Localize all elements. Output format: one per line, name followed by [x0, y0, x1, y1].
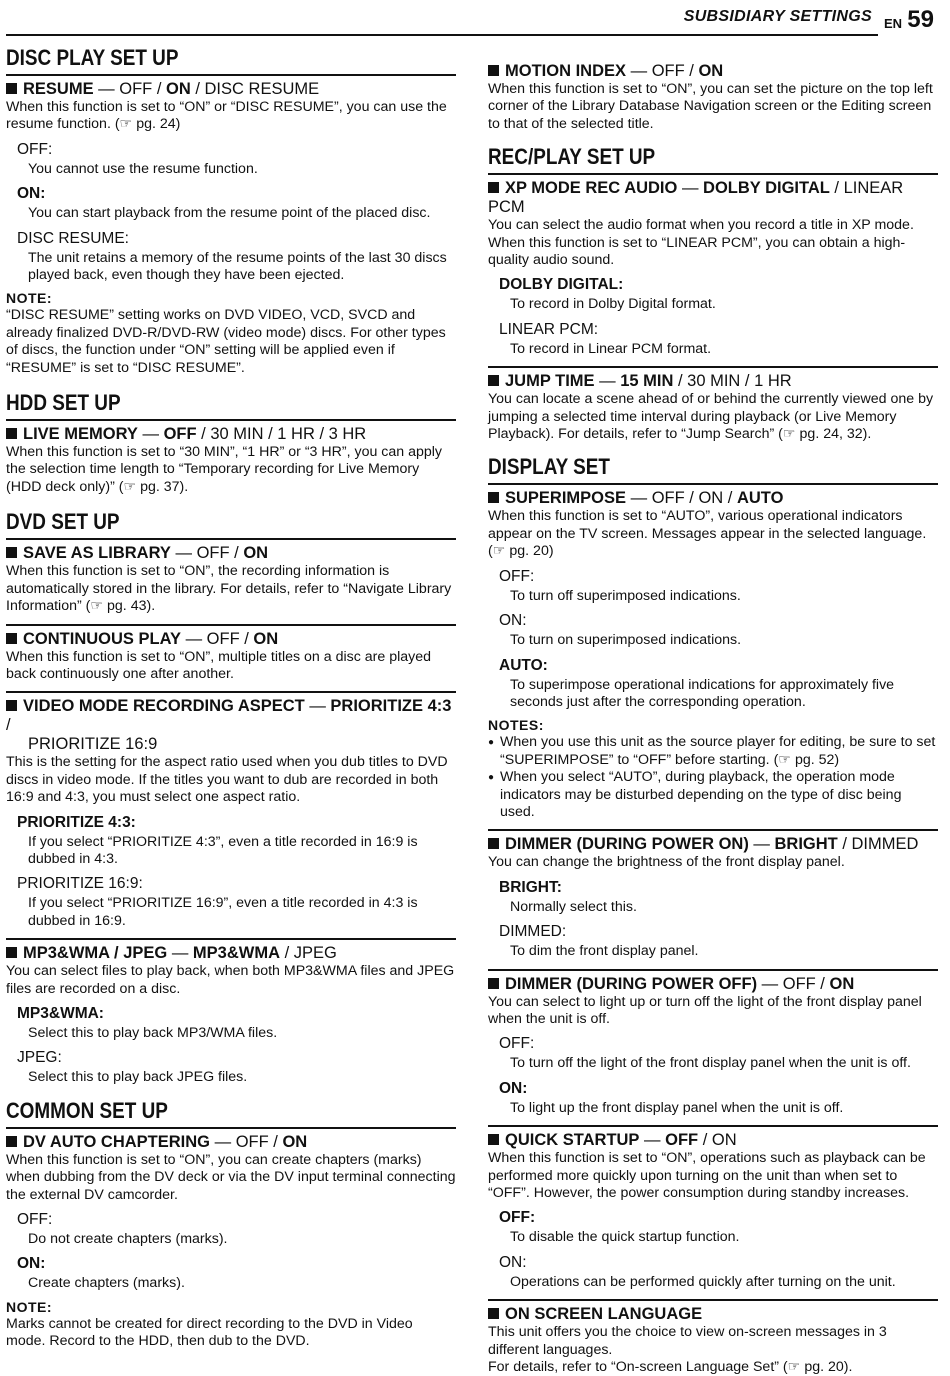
note-item: ● When you use this unit as the source player for editing, be sure to set “SUPERIMPOSE” to “OFF” before starting. (☞ pg. 52)	[488, 734, 938, 769]
option-text: To dim the front display panel.	[510, 943, 699, 960]
section-title-rec-play: REC/PLAY SET UP	[488, 144, 656, 170]
option-text: To turn off superimposed indications.	[510, 587, 741, 604]
option-label: OFF:	[499, 1035, 535, 1053]
bullet-square-icon	[6, 83, 17, 94]
section-title-common: COMMON SET UP	[6, 1097, 168, 1123]
item-heading-video-mode-aspect: VIDEO MODE RECORDING ASPECT — PRIORITIZE 4:3 / PRIORITIZE 16:9	[6, 697, 452, 754]
section-rule	[6, 1127, 456, 1129]
item-heading-resume: RESUME — OFF / ON / DISC RESUME	[6, 80, 456, 99]
section-title-hdd: HDD SET UP	[6, 390, 121, 416]
bullet-square-icon	[488, 182, 499, 193]
option-text: If you select “PRIORITIZE 16:9”, even a title recorded in 4:3 is dubbed in 16:9.	[28, 895, 418, 929]
bullet-square-icon	[6, 947, 17, 958]
bullet-square-icon	[488, 492, 499, 503]
option-text: Operations can be performed quickly after turning on the unit.	[510, 1273, 896, 1290]
item-heading-motion-index: MOTION INDEX — OFF / ON	[488, 62, 938, 81]
section-rule	[488, 173, 938, 175]
bullet-square-icon	[488, 978, 499, 989]
item-rule	[6, 624, 456, 626]
option-text: To turn off the light of the front display panel when the unit is off.	[510, 1055, 911, 1072]
option-text: You cannot use the resume function.	[28, 160, 258, 177]
item-description: When this function is set to “ON”, operations such as playback can be performed more quickly upon turning on the unit than when set to “OFF”. However, the power consumption during standby increases.	[488, 1150, 926, 1201]
item-rule	[488, 366, 938, 368]
section-title-display: DISPLAY SET	[488, 454, 610, 480]
item-description: This is the setting for the aspect ratio used when you dub titles to DVD discs in video mode. If the titles you want to dub are recorded in both 16:9 and 4:3, you must select one aspect ratio.	[6, 754, 448, 806]
option-label: AUTO:	[499, 656, 548, 674]
item-description: For details, refer to “On-screen Language Set” (☞ pg. 20).	[488, 1359, 853, 1376]
option-text: Select this to play back JPEG files.	[28, 1069, 248, 1086]
notes-heading: NOTES:	[488, 717, 544, 734]
section-title-disc-play: DISC PLAY SET UP	[6, 45, 179, 70]
option-text: The unit retains a memory of the resume points of the last 30 discs played back, even though they have been ejected.	[28, 249, 447, 284]
item-description: When this function is set to “AUTO”, various operational indicators appear on the TV screen. Messages appear in the selected language. (☞ pg. 20)	[488, 508, 927, 560]
option-label: MP3&WMA:	[17, 1004, 104, 1022]
option-label: DOLBY DIGITAL:	[499, 276, 624, 294]
option-text: You can start playback from the resume point of the placed disc.	[28, 205, 431, 222]
item-heading-dimmer-power-off: DIMMER (DURING POWER OFF) — OFF / ON	[488, 975, 938, 994]
item-heading-on-screen-language: ON SCREEN LANGUAGE	[488, 1305, 938, 1324]
note-text: Marks cannot be created for direct recording to the DVD in Video mode. Record to the HDD, then dub to the DVD.	[6, 1315, 413, 1350]
section-rule	[6, 538, 456, 540]
note-item: ● When you select “AUTO”, during playback, the operation mode indicators may be disturbed depending on the type of disc being used.	[488, 769, 938, 821]
item-description: You can select files to play back, when both MP3&WMA files and JPEG files are recorded on a disc.	[6, 963, 455, 997]
option-text: Select this to play back MP3/WMA files.	[28, 1024, 278, 1041]
bullet-square-icon	[488, 375, 499, 386]
option-label: OFF:	[17, 1211, 53, 1228]
item-description: When this function is set to “ON” or “DISC RESUME”, you can use the resume function. (☞ pg. 24)	[6, 99, 447, 133]
item-description: When this function is set to “ON”, the recording information is automatically stored in the library. For details, refer to “Navigate Library Information” (☞ pg. 43).	[6, 563, 452, 615]
item-heading-quick-startup: QUICK STARTUP — OFF / ON	[488, 1131, 938, 1150]
item-description: You can locate a scene ahead of or behind the currently viewed one by jumping a selected time interval during playback (or Live Memory Playback). For details, refer to “Jump Search” (☞ pg. 24, 32).	[488, 391, 934, 443]
option-label: BRIGHT:	[499, 878, 562, 896]
bullet-square-icon	[488, 838, 499, 849]
page-number: 59	[907, 6, 934, 33]
item-rule	[488, 829, 938, 831]
item-description: This unit offers you the choice to view on-screen messages in 3 different languages.	[488, 1324, 887, 1358]
item-heading-superimpose: SUPERIMPOSE — OFF / ON / AUTO	[488, 489, 938, 508]
item-heading-live-memory: LIVE MEMORY — OFF / 30 MIN / 1 HR / 3 HR	[6, 425, 456, 444]
item-description: You can change the brightness of the front display panel.	[488, 854, 845, 871]
option-label: ON:	[499, 1079, 528, 1097]
option-label: DIMMED:	[499, 923, 567, 941]
option-label: ON:	[499, 612, 527, 630]
header-title: SUBSIDIARY SETTINGS	[683, 8, 872, 25]
bullet-square-icon	[6, 700, 17, 711]
option-label: OFF:	[17, 140, 53, 158]
option-label: ON:	[499, 1253, 527, 1271]
item-description: You can select the audio format when you record a title in XP mode. When this function is set to “LINEAR PCM”, you can obtain a high-quality audio sound.	[488, 217, 914, 269]
option-label: JPEG:	[17, 1049, 62, 1067]
item-heading-xp-mode-rec-audio: XP MODE REC AUDIO — DOLBY DIGITAL / LINEAR PCM	[488, 179, 904, 217]
option-label: LINEAR PCM:	[499, 320, 599, 338]
bullet-square-icon	[6, 547, 17, 558]
option-text: Create chapters (marks).	[28, 1275, 185, 1292]
note-heading: NOTE:	[6, 1298, 53, 1315]
item-rule	[488, 969, 938, 971]
option-text: If you select “PRIORITIZE 4:3”, even a title recorded in 16:9 is dubbed in 4:3.	[28, 833, 418, 867]
option-text: Do not create chapters (marks).	[28, 1231, 228, 1247]
item-heading-save-as-library: SAVE AS LIBRARY — OFF / ON	[6, 544, 456, 563]
option-label: ON:	[17, 1255, 46, 1273]
option-text: To turn on superimposed indications.	[510, 632, 742, 649]
option-text: To superimpose operational indications for approximately five seconds just after the corresponding operation.	[510, 676, 895, 710]
section-title-dvd: DVD SET UP	[6, 509, 120, 535]
item-heading-dimmer-power-on: DIMMER (DURING POWER ON) — BRIGHT / DIMMED	[488, 835, 938, 854]
section-rule	[6, 74, 456, 76]
page-header	[0, 4, 942, 32]
item-rule	[6, 691, 456, 693]
option-text: To record in Linear PCM format.	[510, 340, 712, 357]
bullet-square-icon	[488, 65, 499, 76]
section-rule	[6, 419, 456, 421]
option-label: OFF:	[499, 1209, 536, 1227]
left-column	[6, 40, 456, 1351]
option-label: PRIORITIZE 4:3:	[17, 813, 136, 831]
bullet-square-icon	[488, 1134, 499, 1145]
option-label: PRIORITIZE 16:9:	[17, 875, 143, 893]
item-description: When this function is set to “ON”, multiple titles on a disc are played back continuously one after another.	[6, 648, 432, 682]
right-column	[488, 60, 938, 1376]
item-heading-continuous-play: CONTINUOUS PLAY — OFF / ON	[6, 630, 456, 649]
item-description: When this function is set to “ON”, you can set the picture on the top left corner of the Library Database Navigation screen or the Editing screen to that of the selected title.	[488, 81, 933, 132]
item-rule	[488, 1125, 938, 1127]
bullet-square-icon	[6, 428, 17, 439]
bullet-square-icon	[6, 1136, 17, 1147]
item-heading-jump-time: JUMP TIME — 15 MIN / 30 MIN / 1 HR	[488, 372, 938, 391]
item-rule	[488, 1299, 938, 1301]
option-label: DISC RESUME:	[17, 229, 129, 247]
bullet-square-icon	[488, 1308, 499, 1319]
item-description: You can select to light up or turn off the light of the front display panel when the unit is off.	[488, 993, 922, 1027]
bullet-square-icon	[6, 633, 17, 644]
item-heading-dv-auto-chaptering: DV AUTO CHAPTERING — OFF / ON	[6, 1133, 456, 1152]
note-text: “DISC RESUME” setting works on DVD VIDEO, VCD, SVCD and already finalized DVD-R/DVD-RW (video mode) discs. For other types of discs, the function under “ON” setting will be applied even if “RESUME” is set to “DISC RESUME”.	[6, 307, 446, 376]
section-rule	[488, 483, 938, 485]
item-description: When this function is set to “30 MIN”, “1 HR” or “3 HR”, you can apply the selection time length to “Temporary recording for Live Memory (HDD deck only)” (☞ pg. 37).	[6, 444, 443, 495]
option-text: Normally select this.	[510, 898, 637, 915]
item-heading-mp3-wma-jpeg: MP3&WMA / JPEG — MP3&WMA / JPEG	[6, 944, 456, 963]
item-description: When this function is set to “ON”, you can create chapters (marks) when dubbing from the DV deck or via the DV input terminal connecting the external DV camcorder.	[6, 1151, 456, 1203]
option-text: To light up the front display panel when the unit is off.	[510, 1099, 844, 1116]
item-rule	[6, 938, 456, 940]
option-label: ON:	[17, 185, 46, 203]
option-text: To disable the quick startup function.	[510, 1229, 740, 1246]
option-text: To record in Dolby Digital format.	[510, 296, 716, 313]
notes-list	[488, 734, 938, 821]
header-rule	[6, 34, 878, 36]
header-lang: EN	[883, 16, 902, 31]
note-heading: NOTE:	[6, 290, 53, 307]
option-label: OFF:	[499, 567, 535, 585]
